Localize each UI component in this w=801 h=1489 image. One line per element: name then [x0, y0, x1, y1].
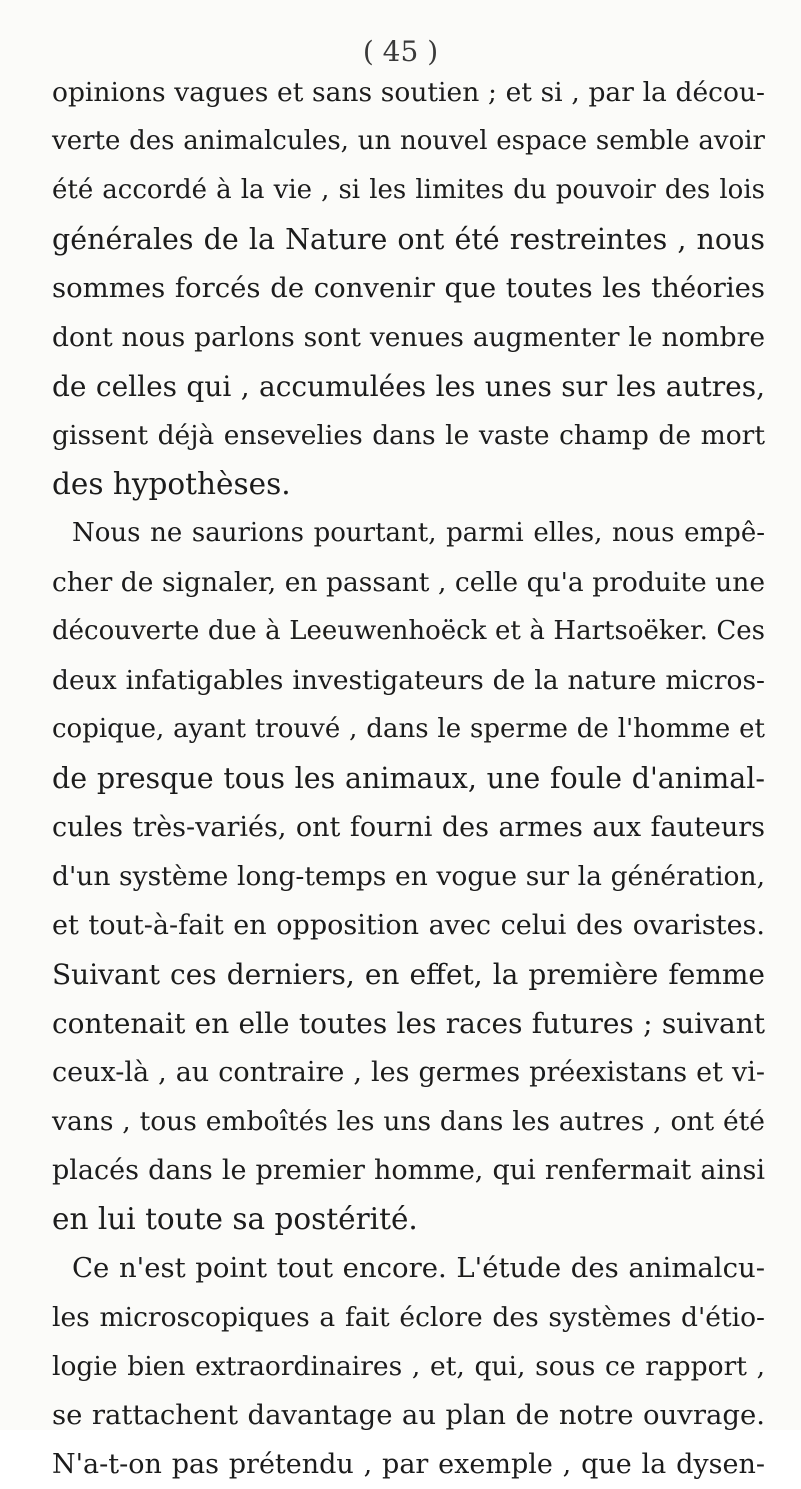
- text-line: opinions vagues et sans soutien ; et si , par la décou-: [52, 77, 765, 108]
- text-line: se rattachent davantage au plan de notre ouvrage.: [52, 1399, 765, 1431]
- text-line: les microscopiques a fait éclore des systèmes d'étio-: [52, 1302, 765, 1333]
- text-line: deux infatigables investigateurs de la nature micros-: [52, 665, 765, 696]
- text-line: ceux-là , au contraire , les germes préexistans et vi-: [52, 1057, 765, 1088]
- text-line: gissent déjà ensevelies dans le vaste champ de mort: [52, 420, 765, 451]
- text-line: Suivant ces derniers, en effet, la première femme: [52, 958, 765, 991]
- text-line: Ce n'est point tout encore. L'étude des animalcu-: [72, 1252, 765, 1284]
- text-line: Nous ne saurions pourtant, parmi elles, nous empê-: [72, 518, 765, 548]
- text-line: logie bien extraordinaires , et, qui, sous ce rapport ,: [52, 1351, 765, 1382]
- text-line: sommes forcés de convenir que toutes les théories: [52, 272, 765, 304]
- text-line: dont nous parlons sont venues augmenter le nombre: [52, 322, 765, 353]
- text-line: vans , tous emboîtés les uns dans les autres , ont été: [52, 1106, 765, 1137]
- text-line: découverte due à Leeuwenhoëck et à Hartsoëker. Ces: [52, 616, 765, 646]
- text-line: de presque tous les animaux, une foule d'animal-: [52, 762, 765, 795]
- text-line: verte des animalcules, un nouvel espace semble avoir: [52, 126, 765, 156]
- text-line: d'un système long-temps en vogue sur la génération,: [52, 861, 765, 892]
- text-line: des hypothèses.: [52, 467, 291, 501]
- text-line: placés dans le premier homme, qui renfermait ainsi: [52, 1155, 765, 1186]
- text-line: N'a-t-on pas prétendu , par exemple , que la dysen-: [52, 1449, 765, 1480]
- body-text: [52, 68, 765, 1489]
- text-line: été accordé à la vie , si les limites du pouvoir des lois: [52, 175, 765, 205]
- text-line: de celles qui , accumulées les unes sur les autres,: [52, 370, 765, 403]
- text-line: copique, ayant trouvé , dans le sperme de l'homme et: [52, 714, 765, 744]
- text-line: générales de la Nature ont été restreintes , nous: [52, 223, 765, 256]
- text-line: cher de signaler, en passant , celle qu'a produite une: [52, 567, 765, 598]
- text-line: cules très-variés, ont fourni des armes aux fauteurs: [52, 812, 765, 843]
- page-number: ( 45 ): [362, 35, 439, 68]
- text-line: en lui toute sa postérité.: [52, 1202, 418, 1236]
- text-line: contenait en elle toutes les races futures ; suivant: [52, 1007, 765, 1040]
- text-line: et tout-à-fait en opposition avec celui des ovaristes.: [52, 910, 765, 941]
